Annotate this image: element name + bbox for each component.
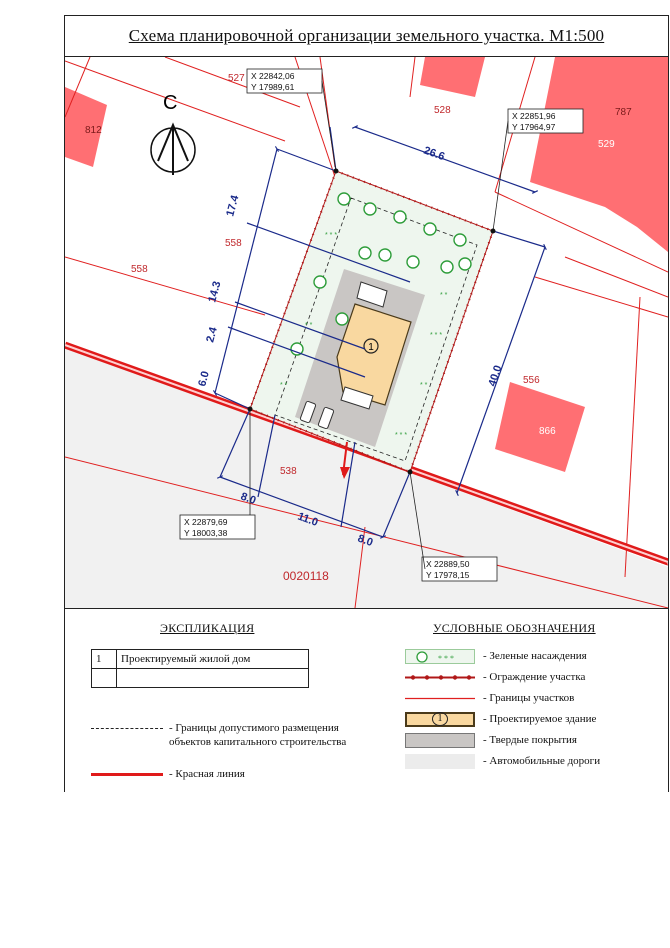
building-swatch: [405, 712, 475, 727]
dim-label: 14.3: [206, 279, 224, 304]
parcel-label: 787: [615, 107, 632, 118]
coord-y: Y 18003,38: [184, 528, 228, 538]
svg-text:* * *: * * *: [395, 432, 408, 439]
red-line-sample: [91, 773, 163, 776]
road-swatch: [405, 754, 475, 769]
dim-label: 11.0: [295, 510, 320, 529]
dashed-line-label: - Границы допустимого размещения: [169, 722, 339, 734]
north-label: С: [163, 92, 178, 114]
svg-text:* *: * *: [440, 292, 448, 299]
svg-text:* *: * *: [280, 382, 288, 389]
coord-y: Y 17989,61: [251, 82, 295, 92]
svg-text:* * *: * * *: [430, 332, 443, 339]
row-number: 1: [92, 650, 117, 669]
drawing-sheet: [64, 15, 669, 792]
legend-label: - Автомобильные дороги: [483, 755, 601, 767]
table-row: [92, 669, 309, 688]
parcel-label: 866: [539, 426, 556, 437]
site-plan-map: [65, 57, 668, 609]
svg-text:* * *: * * *: [325, 232, 338, 239]
dashed-line-label-cont: объектов капитального строительства: [169, 736, 347, 748]
coord-x: X 22879,69: [184, 517, 228, 527]
parcel-label: 529: [598, 139, 615, 150]
parcel-label: 556: [523, 375, 540, 386]
legend-item-road: [405, 752, 600, 770]
red-line-label: - Красная линия: [169, 768, 245, 780]
dashed-line-note: [91, 721, 346, 749]
svg-text:* *: * *: [305, 322, 313, 329]
paving-swatch: [405, 733, 475, 748]
neighbor-building-top: [420, 57, 485, 97]
parcel-label: 812: [85, 125, 102, 136]
north-arrow-icon: [151, 92, 195, 175]
parcel-label: 538: [280, 466, 297, 477]
building-number: 1: [368, 342, 374, 353]
parcel-label: 558: [225, 238, 242, 249]
dim-label: 6.0: [196, 369, 212, 388]
legend-label: - Зеленые насаждения: [483, 650, 587, 662]
title-bar: [65, 16, 668, 57]
row-number: [92, 669, 117, 688]
table-row: [92, 650, 309, 669]
dashed-line-sample: [91, 728, 163, 729]
legend-item-building: [405, 710, 596, 728]
svg-text:* *: * *: [420, 382, 428, 389]
legend-label: - Границы участков: [483, 692, 575, 704]
coord-x: X 22889,50: [426, 559, 470, 569]
legend-label: - Твердые покрытия: [483, 734, 577, 746]
legend-item-fence: [405, 668, 585, 686]
parcel-border-swatch: [405, 691, 475, 706]
legend-title: УСЛОВНЫЕ ОБОЗНАЧЕНИЯ: [433, 621, 596, 635]
greenery-swatch: [405, 649, 475, 664]
legend-label: - Ограждение участка: [483, 671, 586, 683]
legend-building-number: 1: [432, 712, 448, 726]
parcel-label: 558: [131, 264, 148, 275]
dim-label: 40.0: [486, 363, 505, 388]
fence-swatch: [405, 670, 475, 685]
page-title: Схема планировочной организации земельного участка. М1:500: [128, 26, 605, 45]
dim-label: 8.0: [355, 532, 375, 550]
parcel-label: 527: [228, 73, 245, 84]
dim-label: 17.4: [224, 193, 242, 218]
row-name: [117, 669, 309, 688]
coord-x: X 22842,06: [251, 71, 295, 81]
cadastral-block-label: 0020118: [283, 569, 329, 583]
row-name: Проектируемый жилой дом: [117, 650, 309, 669]
dim-label: 2.4: [204, 325, 220, 344]
dim-label: 26.6: [421, 144, 447, 164]
legend-area: [65, 609, 668, 792]
explication-title: ЭКСПЛИКАЦИЯ: [160, 621, 255, 635]
legend-label: - Проектируемое здание: [483, 713, 597, 725]
legend-item-greenery: [405, 647, 587, 665]
red-line-note: [91, 767, 245, 781]
neighbor-building-787: [530, 57, 668, 252]
site-plan-svg: [65, 57, 668, 608]
coord-x: X 22851,96: [512, 111, 556, 121]
explication-table: [91, 649, 309, 688]
svg-text:* * *: * * *: [438, 653, 454, 663]
parcel-label: 528: [434, 105, 451, 116]
coord-y: Y 17964,97: [512, 122, 556, 132]
coord-y: Y 17978,15: [426, 570, 470, 580]
legend-item-paving: [405, 731, 577, 749]
legend-item-parcel-border: [405, 689, 574, 707]
dim-label: 8.0: [238, 490, 258, 508]
